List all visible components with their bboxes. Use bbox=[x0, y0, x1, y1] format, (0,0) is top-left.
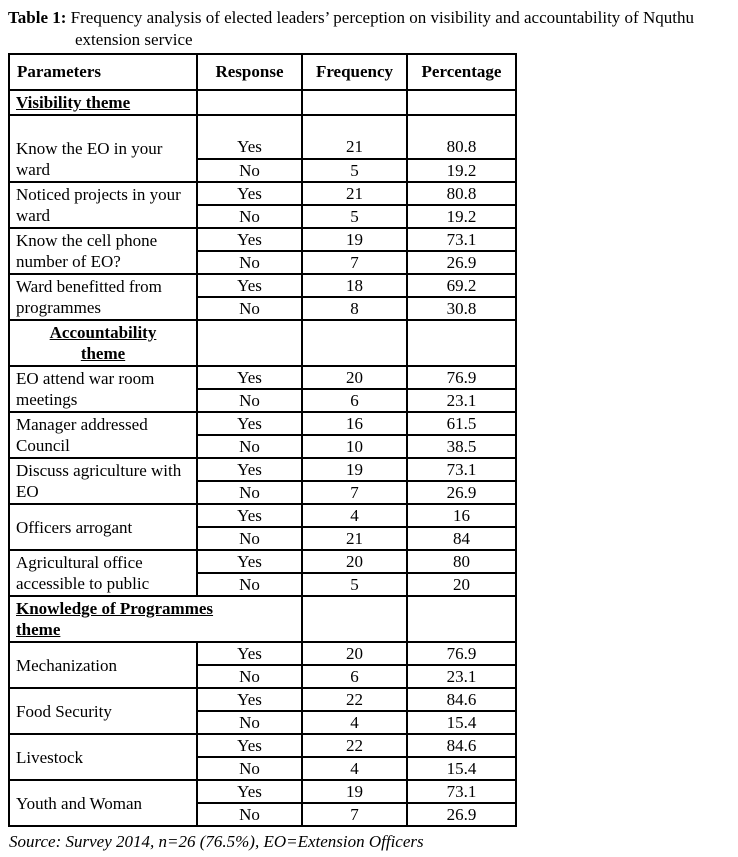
frequency-cell: 19 bbox=[302, 780, 407, 803]
percentage-cell: 73.1 bbox=[407, 780, 516, 803]
frequency-cell: 4 bbox=[302, 504, 407, 527]
frequency-cell: 20 bbox=[302, 550, 407, 573]
frequency-cell: 10 bbox=[302, 435, 407, 458]
parameter-cell: Ward benefitted from programmes bbox=[9, 274, 197, 320]
theme-label: Visibility theme bbox=[9, 90, 197, 115]
percentage-cell: 80 bbox=[407, 550, 516, 573]
response-cell: Yes bbox=[197, 780, 302, 803]
parameter-cell: Noticed projects in your ward bbox=[9, 182, 197, 228]
percentage-cell: 19.2 bbox=[407, 159, 516, 182]
frequency-cell: 7 bbox=[302, 251, 407, 274]
data-row bbox=[9, 550, 516, 573]
percentage-cell: 73.1 bbox=[407, 228, 516, 251]
response-cell: Yes bbox=[197, 366, 302, 389]
table-body bbox=[9, 90, 516, 826]
theme-row bbox=[9, 90, 516, 115]
header-parameters: Parameters bbox=[9, 54, 197, 90]
data-row bbox=[9, 504, 516, 527]
parameter-cell: EO attend war room meetings bbox=[9, 366, 197, 412]
response-cell: Yes bbox=[197, 642, 302, 665]
empty-cell bbox=[197, 320, 302, 366]
response-cell: No bbox=[197, 527, 302, 550]
response-cell: No bbox=[197, 573, 302, 596]
parameter-cell: Youth and Woman bbox=[9, 780, 197, 826]
response-cell: Yes bbox=[197, 550, 302, 573]
percentage-cell: 15.4 bbox=[407, 757, 516, 780]
data-row bbox=[9, 412, 516, 435]
empty-cell bbox=[302, 90, 407, 115]
theme-label: Knowledge of Programmes theme bbox=[9, 596, 302, 642]
frequency-cell: 6 bbox=[302, 389, 407, 412]
response-cell: Yes bbox=[197, 458, 302, 481]
parameter-cell: Mechanization bbox=[9, 642, 197, 688]
frequency-cell: 20 bbox=[302, 366, 407, 389]
percentage-cell: 16 bbox=[407, 504, 516, 527]
percentage-cell: 23.1 bbox=[407, 389, 516, 412]
frequency-cell: 4 bbox=[302, 711, 407, 734]
percentage-cell: 84.6 bbox=[407, 688, 516, 711]
theme-row bbox=[9, 320, 516, 366]
percentage-cell: 20 bbox=[407, 573, 516, 596]
parameter-cell: Agricultural office accessible to public bbox=[9, 550, 197, 596]
response-cell: Yes bbox=[197, 688, 302, 711]
frequency-cell: 7 bbox=[302, 481, 407, 504]
percentage-cell: 30.8 bbox=[407, 297, 516, 320]
frequency-cell: 5 bbox=[302, 205, 407, 228]
data-row bbox=[9, 458, 516, 481]
table-caption bbox=[8, 7, 736, 51]
frequency-cell: 21 bbox=[302, 527, 407, 550]
frequency-cell: 5 bbox=[302, 159, 407, 182]
frequency-cell: 21 bbox=[302, 182, 407, 205]
header-response: Response bbox=[197, 54, 302, 90]
frequency-table bbox=[8, 53, 517, 827]
response-cell: Yes bbox=[197, 734, 302, 757]
frequency-cell: 5 bbox=[302, 573, 407, 596]
empty-cell bbox=[302, 596, 407, 642]
percentage-cell: 26.9 bbox=[407, 803, 516, 826]
data-row bbox=[9, 366, 516, 389]
parameter-cell: Discuss agriculture with EO bbox=[9, 458, 197, 504]
percentage-cell: 26.9 bbox=[407, 251, 516, 274]
frequency-cell: 19 bbox=[302, 228, 407, 251]
response-cell: Yes bbox=[197, 504, 302, 527]
response-cell: Yes bbox=[197, 274, 302, 297]
source-note: Source: Survey 2014, n=26 (76.5%), EO=Extension Officers bbox=[9, 832, 424, 851]
percentage-cell: 38.5 bbox=[407, 435, 516, 458]
frequency-cell: 21 bbox=[302, 115, 407, 159]
empty-cell bbox=[407, 320, 516, 366]
frequency-cell: 20 bbox=[302, 642, 407, 665]
parameter-cell: Food Security bbox=[9, 688, 197, 734]
response-cell: No bbox=[197, 205, 302, 228]
percentage-cell: 61.5 bbox=[407, 412, 516, 435]
table-caption-label: Table 1: bbox=[8, 8, 67, 27]
table-caption-text: Frequency analysis of elected leaders’ perception on visibility and accountability of Nquthu extension service bbox=[70, 8, 694, 49]
response-cell: Yes bbox=[197, 412, 302, 435]
empty-cell bbox=[197, 90, 302, 115]
empty-cell bbox=[302, 320, 407, 366]
percentage-cell: 80.8 bbox=[407, 182, 516, 205]
frequency-cell: 16 bbox=[302, 412, 407, 435]
percentage-cell: 69.2 bbox=[407, 274, 516, 297]
percentage-cell: 15.4 bbox=[407, 711, 516, 734]
header-row bbox=[9, 54, 516, 90]
percentage-cell: 76.9 bbox=[407, 642, 516, 665]
response-cell: Yes bbox=[197, 228, 302, 251]
percentage-cell: 73.1 bbox=[407, 458, 516, 481]
response-cell: No bbox=[197, 757, 302, 780]
header-frequency: Frequency bbox=[302, 54, 407, 90]
data-row bbox=[9, 780, 516, 803]
parameter-cell: Manager addressed Council bbox=[9, 412, 197, 458]
data-row bbox=[9, 642, 516, 665]
response-cell: No bbox=[197, 389, 302, 412]
percentage-cell: 23.1 bbox=[407, 665, 516, 688]
response-cell: No bbox=[197, 435, 302, 458]
data-row bbox=[9, 115, 516, 159]
percentage-cell: 84.6 bbox=[407, 734, 516, 757]
header-percentage: Percentage bbox=[407, 54, 516, 90]
response-cell: No bbox=[197, 803, 302, 826]
data-row bbox=[9, 228, 516, 251]
frequency-cell: 6 bbox=[302, 665, 407, 688]
data-row bbox=[9, 734, 516, 757]
frequency-cell: 7 bbox=[302, 803, 407, 826]
percentage-cell: 26.9 bbox=[407, 481, 516, 504]
parameter-cell: Officers arrogant bbox=[9, 504, 197, 550]
response-cell: No bbox=[197, 711, 302, 734]
empty-cell bbox=[407, 90, 516, 115]
response-cell: Yes bbox=[197, 115, 302, 159]
response-cell: No bbox=[197, 481, 302, 504]
response-cell: No bbox=[197, 159, 302, 182]
response-cell: Yes bbox=[197, 182, 302, 205]
frequency-cell: 8 bbox=[302, 297, 407, 320]
frequency-cell: 22 bbox=[302, 734, 407, 757]
data-row bbox=[9, 182, 516, 205]
theme-label: Accountability theme bbox=[9, 320, 197, 366]
response-cell: No bbox=[197, 297, 302, 320]
data-row bbox=[9, 688, 516, 711]
frequency-cell: 4 bbox=[302, 757, 407, 780]
theme-row bbox=[9, 596, 516, 642]
percentage-cell: 76.9 bbox=[407, 366, 516, 389]
response-cell: No bbox=[197, 665, 302, 688]
data-row bbox=[9, 274, 516, 297]
parameter-cell: Know the EO in your ward bbox=[9, 115, 197, 182]
frequency-cell: 22 bbox=[302, 688, 407, 711]
empty-cell bbox=[407, 596, 516, 642]
percentage-cell: 84 bbox=[407, 527, 516, 550]
percentage-cell: 80.8 bbox=[407, 115, 516, 159]
percentage-cell: 19.2 bbox=[407, 205, 516, 228]
frequency-cell: 19 bbox=[302, 458, 407, 481]
response-cell: No bbox=[197, 251, 302, 274]
frequency-cell: 18 bbox=[302, 274, 407, 297]
parameter-cell: Know the cell phone number of EO? bbox=[9, 228, 197, 274]
parameter-cell: Livestock bbox=[9, 734, 197, 780]
